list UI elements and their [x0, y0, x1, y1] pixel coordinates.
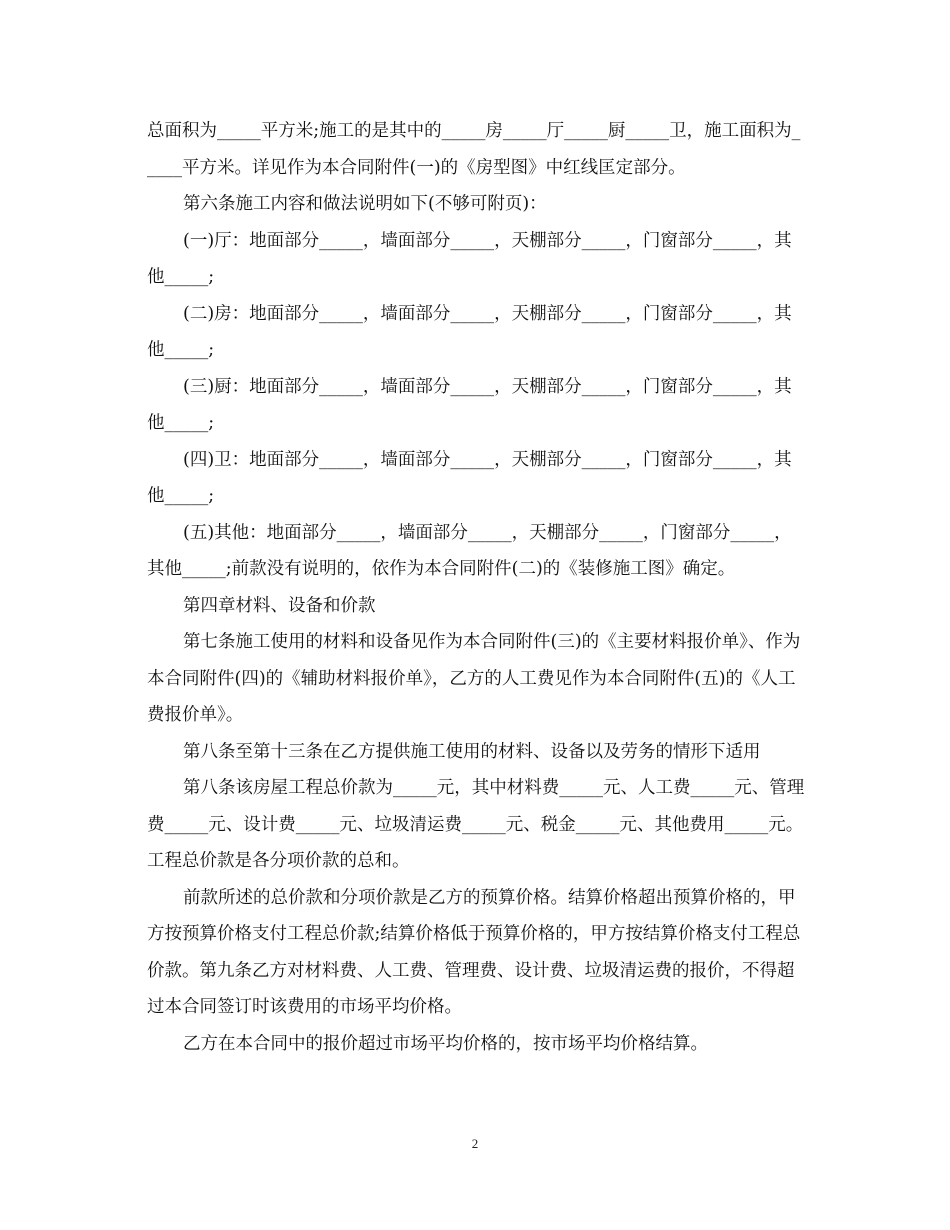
paragraph-settlement: 乙方在本合同中的报价超过市场平均价格的，按市场平均价格结算。 [183, 1033, 708, 1054]
chapter-heading-4: 第四章材料、设备和价款 [183, 595, 376, 616]
page-number: 2 [471, 1136, 479, 1151]
paragraph-article-7: 第七条施工使用的材料和设备见作为本合同附件(三)的《主要材料报价单》、作为本合同附件(四)的《辅助材料报价单》，乙方的人工费见作为本合同附件(五)的《人工费报价单》。 [147, 632, 801, 725]
paragraph-applicability: 第八条至第十三条在乙方提供施工使用的材料、设备以及劳务的情形下适用 [183, 741, 761, 762]
paragraph-room: (二)房：地面部分_____，墙面部分_____，天棚部分_____，门窗部分_____，其他_____; [147, 303, 792, 360]
paragraph-kitchen: (三)厨：地面部分_____，墙面部分_____，天棚部分_____，门窗部分_____，其他_____; [147, 376, 792, 433]
paragraph-hall: (一)厅：地面部分_____，墙面部分_____，天棚部分_____，门窗部分_____，其他_____; [147, 230, 792, 287]
document-body [147, 113, 807, 1062]
paragraph-article-8: 第八条该房屋工程总价款为_____元，其中材料费_____元、人工费_____元、管理费_____元、设计费_____元、垃圾清运费_____元、税金_____元、其他费用_____元。工程总价款是各分项价款的总和。 [147, 778, 805, 871]
paragraph-area-summary: 总面积为_____平方米;施工的是其中的_____房_____厅_____厨_____卫，施工面积为_____平方米。详见作为本合同附件(一)的《房型图》中红线匡定部分。 [147, 121, 801, 178]
paragraph-pricing: 前款所述的总价款和分项价款是乙方的预算价格。结算价格超出预算价格的，甲方按预算价格支付工程总价款;结算价格低于预算价格的，甲方按结算价格支付工程总价款。第九条乙方对材料费、人工费、管理费、设计费、垃圾清运费的报价，不得超过本合同签订时该费用的市场平均价格。 [147, 887, 801, 1017]
paragraph-article-6: 第六条施工内容和做法说明如下(不够可附页)： [183, 194, 547, 214]
paragraph-bathroom: (四)卫：地面部分_____，墙面部分_____，天棚部分_____，门窗部分_____，其他_____; [147, 449, 792, 506]
paragraph-other: (五)其他：地面部分_____，墙面部分_____，天棚部分_____，门窗部分_____，其他_____;前款没有说明的，依作为本合同附件(二)的《装修施工图》确定。 [147, 522, 792, 579]
